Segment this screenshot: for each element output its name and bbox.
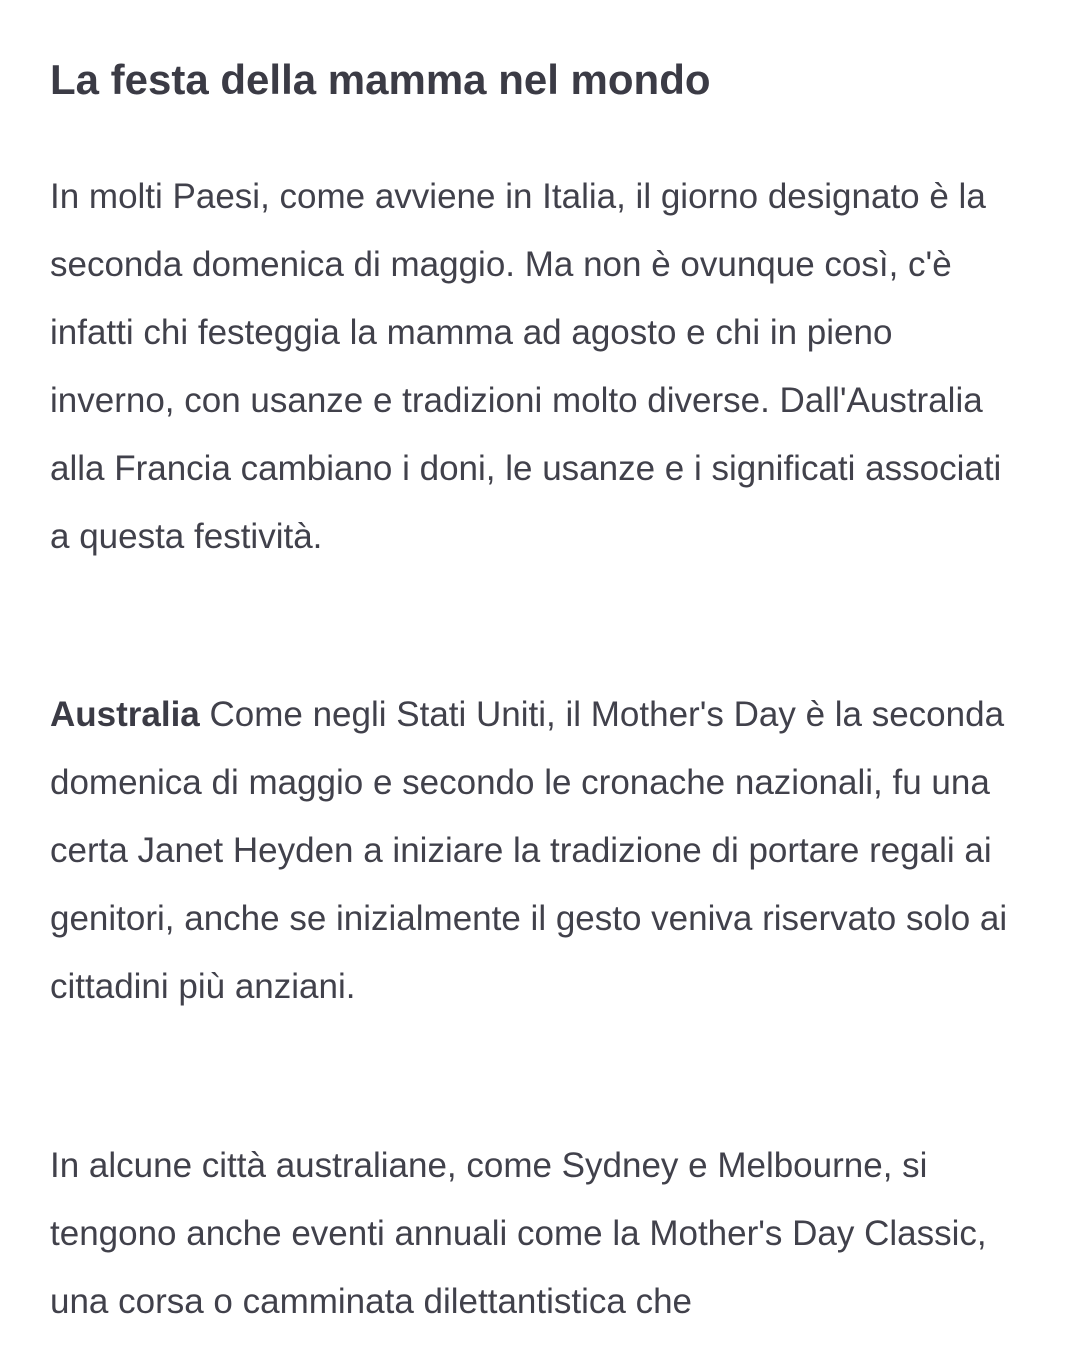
paragraph-text: Come negli Stati Uniti, il Mother's Day è la seconda domenica di maggio e secondo le cronache nazionali, fu una certa Janet Heyden a iniziare la tradizione di portare regali ai genitori, anche se inizialmente il gesto veniva riservato solo ai cittadini più anziani.: [50, 695, 1008, 1006]
article-paragraph-intro: [50, 163, 1025, 571]
article-title: La festa della mamma nel mondo: [50, 56, 711, 103]
paragraph-text: In molti Paesi, come avviene in Italia, il giorno designato è la seconda domenica di maggio. Ma non è ovunque così, c'è infatti chi festeggia la mamma ad agosto e chi in pieno inverno, con usanze e tradizioni molto diverse. Dall'Australia alla Francia cambiano i doni, le usanze e i significati associati a questa festività.: [50, 177, 1002, 556]
article-paragraph-events: [50, 1132, 1025, 1336]
paragraph-lead-heading: Australia: [50, 695, 200, 734]
paragraph-text: In alcune città australiane, come Sydney e Melbourne, si tengono anche eventi annuali come la Mother's Day Classic, una corsa o camminata dilettantistica che: [50, 1146, 987, 1321]
article-paragraph-australia: [50, 681, 1025, 1021]
